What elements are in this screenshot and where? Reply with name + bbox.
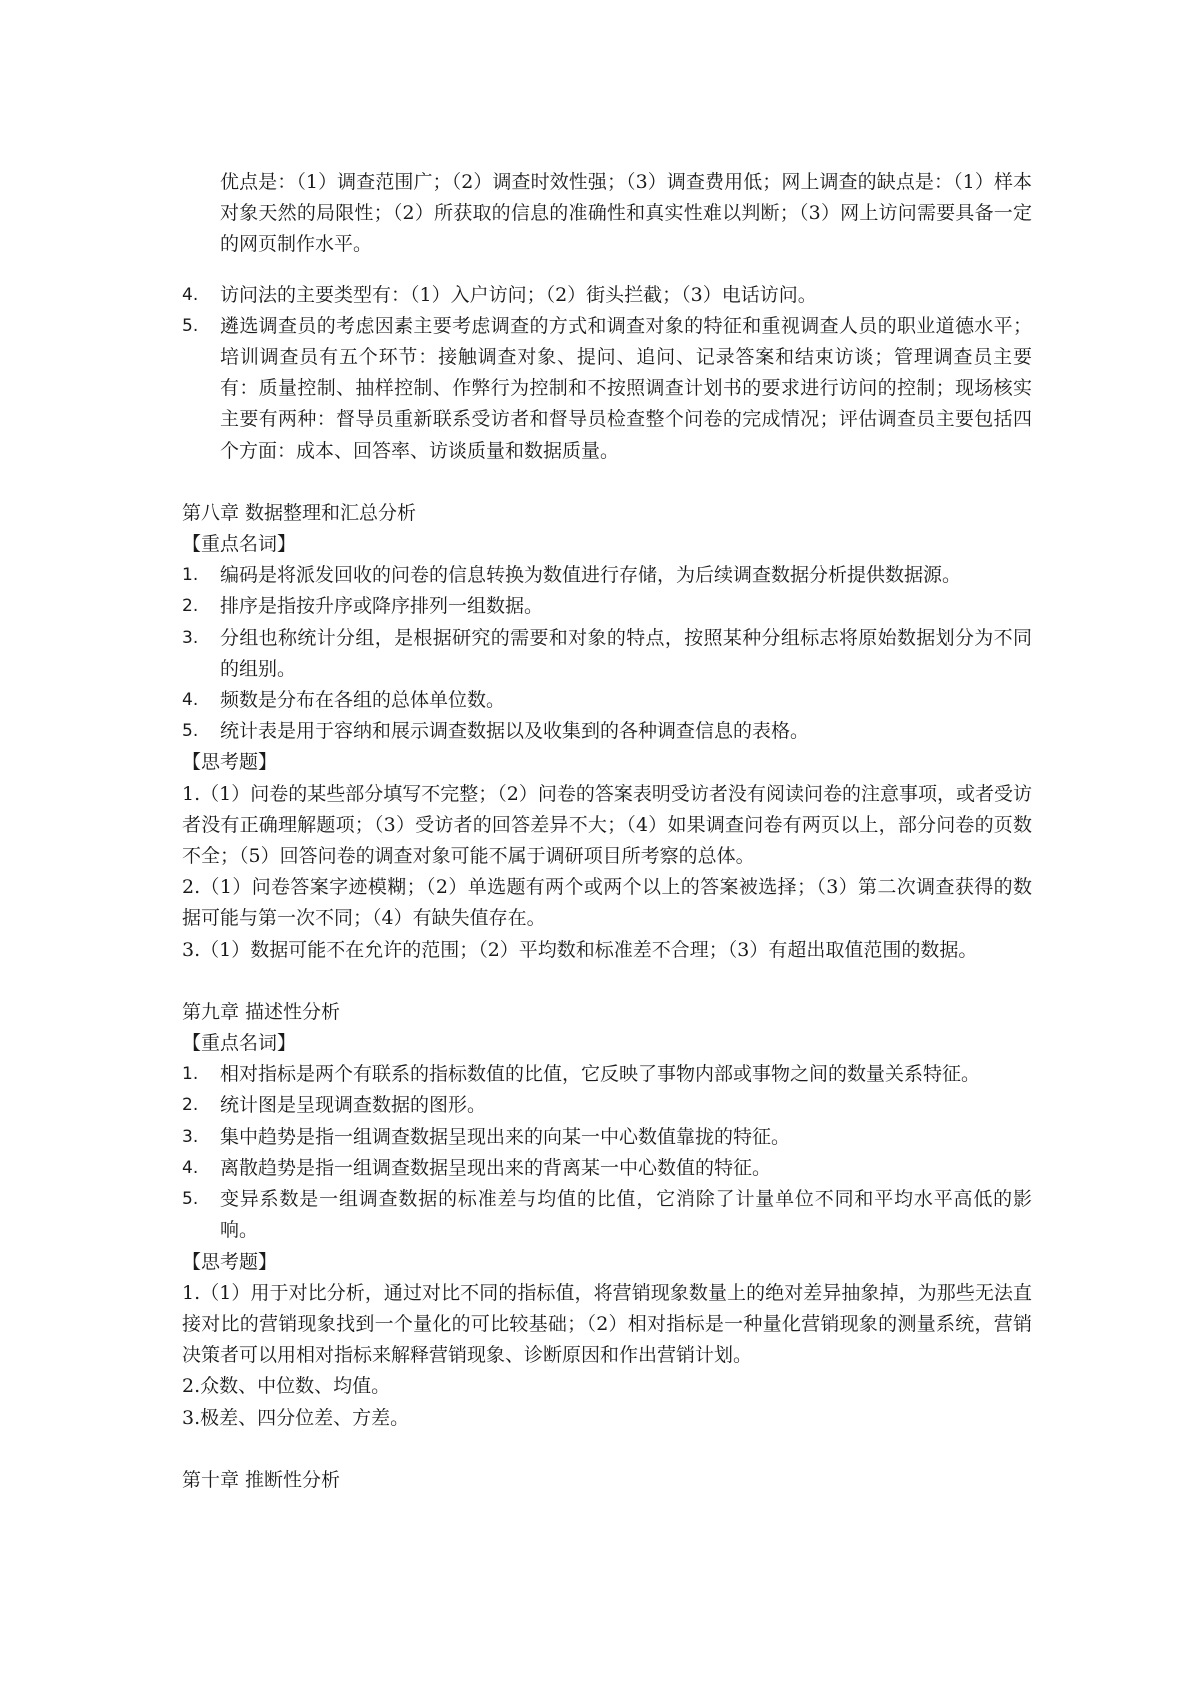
list-text: 离散趋势是指一组调查数据呈现出来的背离某一中心数值的特征。: [220, 1156, 772, 1179]
list-number: 2.: [182, 596, 199, 617]
list-number: 3.: [182, 627, 199, 648]
list-text: 变异系数是一组调查数据的标准差与均值的比值，它消除了计量单位不同和平均水平高低的影响。: [220, 1188, 1032, 1242]
list-item: [182, 1184, 1032, 1246]
list-item: [182, 716, 1032, 747]
ch9-question-answer: 2.众数、中位数、均值。: [182, 1375, 391, 1398]
ch9-terms-heading: 【重点名词】: [182, 1032, 297, 1055]
list-item: [182, 280, 1032, 311]
list-number: 5.: [182, 721, 199, 742]
ch8-question-answer: 3.（1）数据可能不在允许的范围；（2）平均数和标准差不合理；（3）有超出取值范围的数据。: [182, 938, 978, 961]
ch8-terms-heading: 【重点名词】: [182, 533, 297, 556]
chapter-9-title: 第九章 描述性分析: [182, 1000, 341, 1023]
list-item: [182, 591, 1032, 622]
list-text: 排序是指按升序或降序排列一组数据。: [220, 595, 544, 618]
list-item: [182, 311, 1032, 467]
list-item: [182, 1059, 1032, 1090]
ch9-question-answer: 3.极差、四分位差、方差。: [182, 1406, 410, 1429]
list-text: 统计表是用于容纳和展示调查数据以及收集到的各种调查信息的表格。: [220, 720, 810, 743]
chapter-8-title: 第八章 数据整理和汇总分析: [182, 501, 417, 524]
list-text: 遴选调查员的考虑因素主要考虑调查的方式和调查对象的特征和重视调查人员的职业道德水平；培训调查员有五个环节：接触调查对象、提问、追问、记录答案和结束访谈；管理调查员主要有：质量控制、抽样控制、作弊行为控制和不按照调查计划书的要求进行访问的控制；现场核实主要有两种：督导员重新联系受访者和督导员检查整个问卷的完成情况；评估调查员主要包括四个方面：成本、回答率、访谈质量和数据质量。: [220, 314, 1032, 462]
list-item: [182, 1122, 1032, 1153]
ch8-question-answer: 1.（1）问卷的某些部分填写不完整；（2）问卷的答案表明受访者没有阅读问卷的注意事项，或者受访者没有正确理解题项；（3）受访者的回答差异不大；（4）如果调查问卷有两页以上，部分问卷的页数不全；（5）回答问卷的调查对象可能不属于调研项目所考察的总体。: [182, 782, 1032, 868]
ch8-questions-heading: 【思考题】: [182, 751, 278, 774]
ch9-question-answer: 1.（1）用于对比分析，通过对比不同的指标值，将营销现象数量上的绝对差异抽象掉，为那些无法直接对比的营销现象找到一个量化的可比较基础；（2）相对指标是一种量化营销现象的测量系统，营销决策者可以用相对指标来解释营销现象、诊断原因和作出营销计划。: [182, 1281, 1032, 1367]
list-number: 5.: [182, 1189, 199, 1210]
list-number: 4.: [182, 690, 199, 711]
list-item: [182, 685, 1032, 716]
list-item: [182, 1153, 1032, 1184]
list-number: 2.: [182, 1095, 199, 1116]
ch9-questions-heading: 【思考题】: [182, 1250, 278, 1273]
list-text: 统计图是呈现调查数据的图形。: [220, 1094, 487, 1117]
chapter-10-title: 第十章 推断性分析: [182, 1468, 341, 1491]
ch8-question-answer: 2.（1）问卷答案字迹模糊；（2）单选题有两个或两个以上的答案被选择；（3）第二次调查获得的数据可能与第一次不同；（4）有缺失值存在。: [182, 876, 1032, 930]
list-number: 4.: [182, 284, 199, 305]
continuation-paragraph: 优点是：（1）调查范围广；（2）调查时效性强；（3）调查费用低；网上调查的缺点是：（1）样本对象天然的局限性；（2）所获取的信息的准确性和真实性难以判断；（3）网上访问需要具备一定的网页制作水平。: [220, 171, 1032, 256]
list-text: 频数是分布在各组的总体单位数。: [220, 689, 506, 712]
list-item: [182, 623, 1032, 685]
document-body: [182, 148, 1032, 1496]
list-number: 4.: [182, 1157, 199, 1178]
list-text: 分组也称统计分组，是根据研究的需要和对象的特点，按照某种分组标志将原始数据划分为不同的组别。: [220, 626, 1032, 680]
list-number: 3.: [182, 1126, 199, 1147]
list-item: [182, 1090, 1032, 1121]
list-text: 相对指标是两个有联系的指标数值的比值，它反映了事物内部或事物之间的数量关系特征。: [220, 1063, 981, 1086]
list-number: 5.: [182, 315, 199, 336]
list-number: 1.: [182, 565, 199, 586]
list-text: 访问法的主要类型有：（1）入户访问；（2）街头拦截；（3）电话访问。: [220, 283, 817, 306]
list-item: [182, 560, 1032, 591]
list-number: 1.: [182, 1064, 199, 1085]
list-text: 编码是将派发回收的问卷的信息转换为数值进行存储，为后续调查数据分析提供数据源。: [220, 564, 962, 587]
list-text: 集中趋势是指一组调查数据呈现出来的向某一中心数值靠拢的特征。: [220, 1125, 791, 1148]
